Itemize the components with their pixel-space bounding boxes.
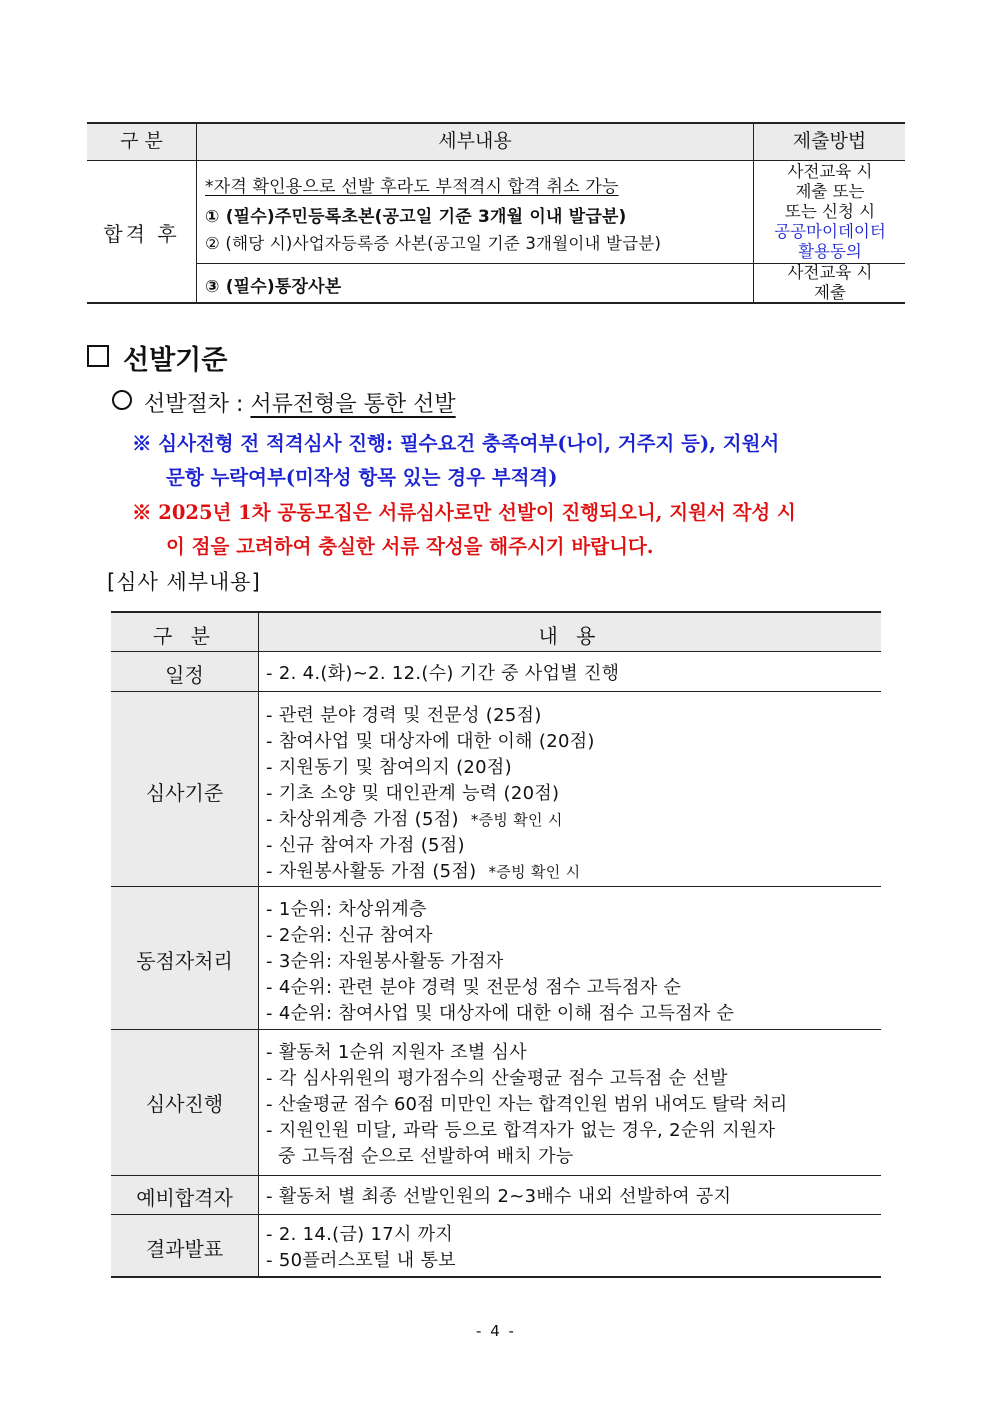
criteria-item: - 관련 분야 경력 및 전문성 (25점) [266,705,542,726]
tie-break-item: - 4순위: 참여사업 및 대상자에 대한 이해 점수 고득점자 순 [266,1003,735,1024]
process-item: 중 고득점 순으로 선발하여 배치 가능 [266,1146,574,1167]
selection-procedure: 선발절차 : 서류전형을 통한 선발 [112,387,456,418]
tie-break-item: - 3순위: 자원봉사활동 가점자 [266,951,504,972]
sub-heading: [심사 세부내용] [107,570,261,594]
tie-break-item: - 4순위: 관련 분야 경력 및 전문성 점수 고득점자 순 [266,977,682,998]
header-content: 내 용 [538,624,602,648]
eligibility-note-line2: 문항 누락여부(미작성 항목 있는 경우 부적격) [166,466,558,489]
criteria-item: - 자원봉사활동 가점 (5점) *증빙 확인 시 [266,861,581,882]
tie-break-item: - 1순위: 차상위계층 [266,899,427,920]
proof-note: *증빙 확인 시 [470,811,563,829]
result-item: - 2. 14.(금) 17시 까지 [266,1224,454,1245]
optional-doc-2: ② (해당 시)사업자등록증 사본(공고일 기준 3개월이내 발급분) [205,234,662,253]
required-doc-3: ③ (필수)통장사본 [205,277,342,297]
mydata-consent: 공공마이데이터 [774,222,886,241]
reserve-text: - 활동처 별 최종 선발인원의 2~3배수 내외 선발하여 공지 [266,1186,732,1207]
screening-detail-table [111,611,881,1277]
circle-bullet-icon [112,390,132,410]
tie-break-item: - 2순위: 신규 참여자 [266,925,433,946]
process-item: - 산술평균 점수 60점 미만인 자는 합격인원 범위 내여도 탈락 처리 [266,1094,788,1115]
process-label: 심사진행 [145,1092,224,1116]
row-label-after-pass: 합격 후 [103,222,180,246]
reserve-label: 예비합격자 [136,1186,233,1210]
header-category: 구 분 [153,624,216,648]
document-screening-note-line1: ※ 2025년 1차 공동모집은 서류심사로만 선발이 진행되오니, 지원서 작성 시 [132,501,796,524]
disqualification-note: *자격 확인용으로 선발 후라도 부적격시 합격 취소 가능 [205,177,619,197]
schedule-label: 일정 [165,663,204,687]
process-item: - 지원인원 미달, 과락 등으로 합격자가 없는 경우, 2순위 지원자 [266,1120,776,1141]
criteria-label: 심사기준 [145,781,224,805]
process-item: - 활동처 1순위 지원자 조별 심사 [266,1042,527,1063]
criteria-item: - 참여사업 및 대상자에 대한 이해 (20점) [266,731,595,752]
schedule-text: - 2. 4.(화)~2. 12.(수) 기간 중 사업별 진행 [266,663,620,684]
submission-method-2: 사전교육 시 제출 [787,263,873,302]
submission-method-1: 사전교육 시 제출 또는 또는 신청 시 공공마이데이터 활용동의 [755,162,905,262]
procedure-value: 서류전형을 통한 선발 [250,392,456,417]
header-method: 제출방법 [792,130,867,152]
criteria-item: - 차상위계층 가점 (5점) *증빙 확인 시 [266,809,563,830]
criteria-item: - 신규 참여자 가점 (5점) [266,835,465,856]
header-details: 세부내용 [438,130,512,152]
document-screening-note-line2: 이 점을 고려하여 충실한 서류 작성을 해주시기 바랍니다. [166,535,654,558]
page-number: - 4 - [476,1322,516,1340]
result-label: 결과발표 [145,1237,224,1261]
criteria-item: - 기초 소양 및 대인관계 능력 (20점) [266,783,560,804]
tie-break-label: 동점자처리 [136,949,233,973]
process-item: - 각 심사위원의 평가점수의 산술평균 점수 고득점 순 선발 [266,1068,728,1089]
header-category: 구 분 [120,130,163,152]
submission-table [87,122,905,304]
square-bullet-icon [87,345,109,367]
proof-note: *증빙 확인 시 [488,863,581,881]
result-item: - 50플러스포털 내 통보 [266,1250,456,1271]
section-title: 선발기준 [87,338,227,377]
criteria-item: - 지원동기 및 참여의지 (20점) [266,757,512,778]
eligibility-note-line1: ※ 심사전형 전 적격심사 진행: 필수요건 충족여부(나이, 거주지 등), 지원서 [132,432,780,455]
required-doc-1: ① (필수)주민등록초본(공고일 기준 3개월 이내 발급분) [205,207,627,227]
